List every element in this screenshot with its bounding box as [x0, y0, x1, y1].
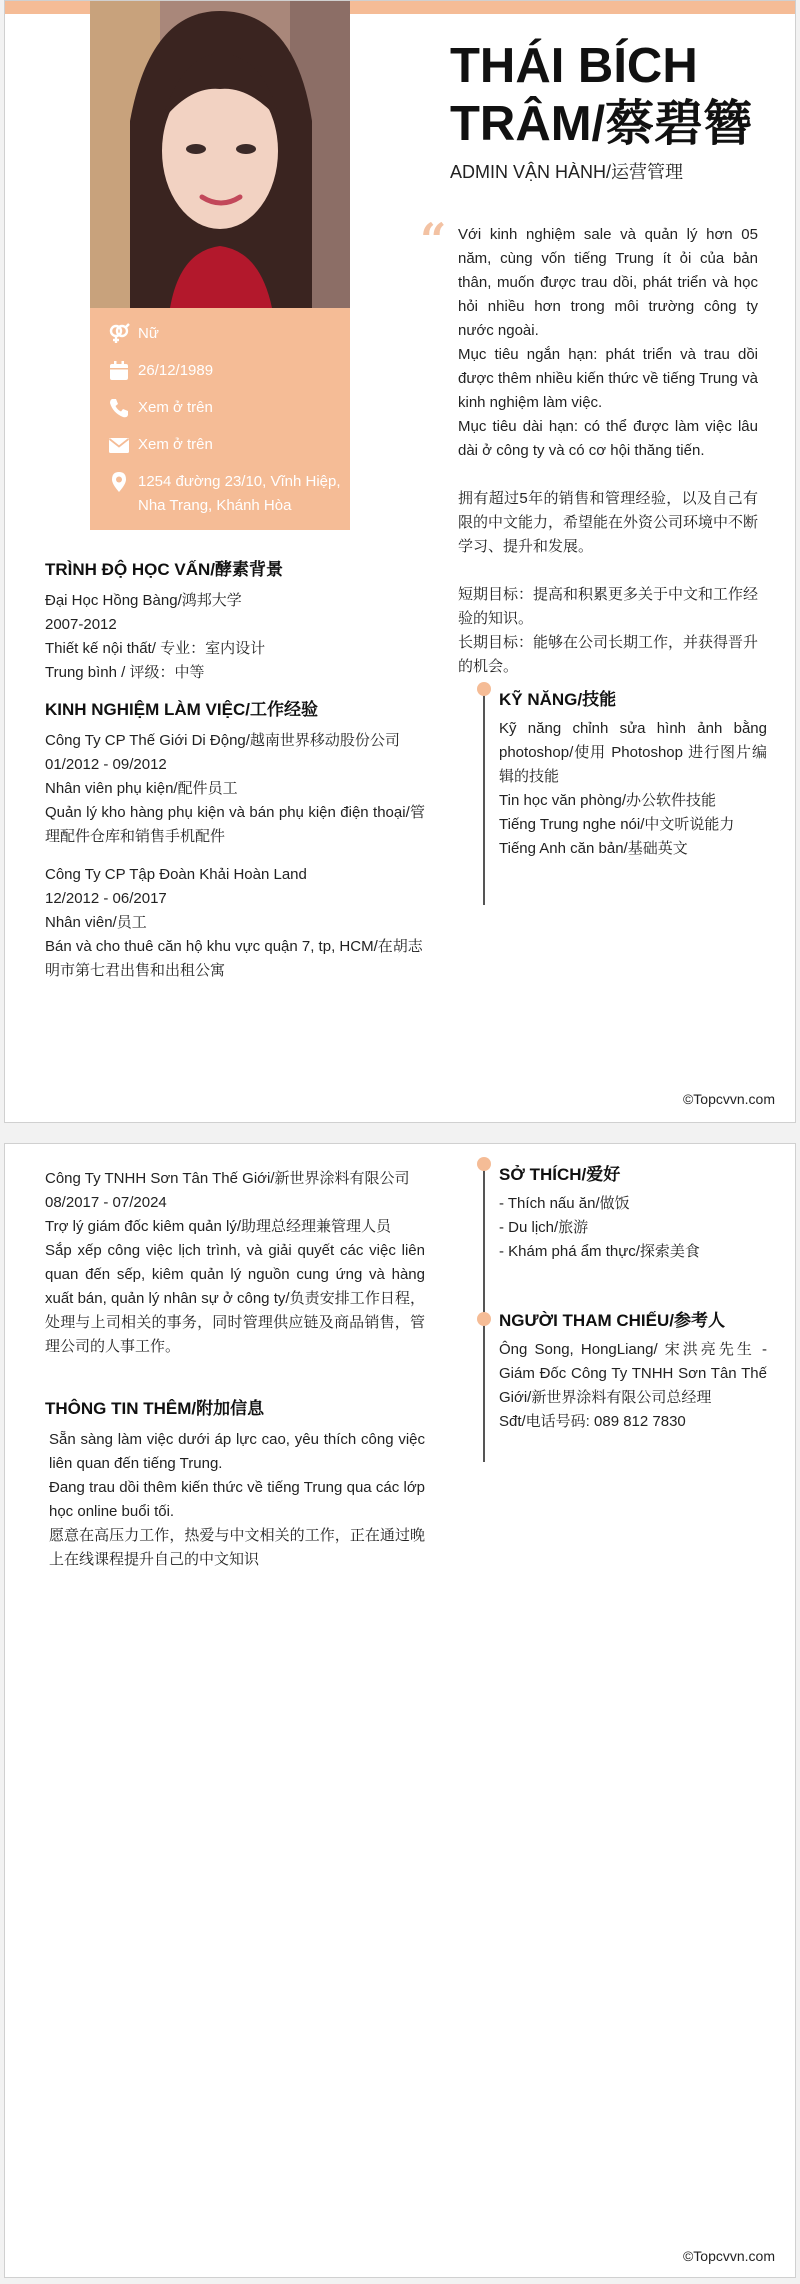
- education-section: [45, 557, 425, 685]
- experience-continued-section: [45, 1167, 425, 1373]
- references-title: NGƯỜI THAM CHIẾU/参考人: [499, 1311, 725, 1330]
- objective-zh-long: 长期目标：能够在公司长期工作，并获得晋升的机会。: [458, 634, 759, 675]
- experience-section: [45, 697, 425, 997]
- hobby-item: - Du lịch/旅游: [499, 1219, 589, 1236]
- job-period: 01/2012 - 09/2012: [45, 756, 167, 773]
- job-description: Sắp xếp công việc lịch trình, và giải quyết các việc liên quan đến sếp, kiêm quản lý nguồn cung ứng và hàng xuất bán, quản lý nhân sự ở công ty/负责安排工作日程，处理与上司相关的事务，同时管理供应链及商品销售，管理公司的人事工作。: [45, 1242, 425, 1355]
- email-icon: [108, 434, 130, 456]
- email-value: Xem ở trên: [138, 436, 213, 453]
- skills-timeline-rail: [483, 693, 485, 905]
- skills-timeline-dot: [477, 682, 491, 696]
- experience-title: KINH NGHIỆM LÀM VIỆC/工作经验: [45, 700, 318, 719]
- skill-item: Tiếng Trung nghe nói/中文听说能力: [499, 816, 735, 833]
- info-birthday: [90, 359, 350, 383]
- hobby-item: - Khám phá ẩm thực/探索美食: [499, 1243, 700, 1260]
- skills-section: [499, 687, 767, 861]
- job-period: 12/2012 - 06/2017: [45, 890, 167, 907]
- phone-value: Xem ở trên: [138, 399, 213, 416]
- job-company: Công Ty CP Tập Đoàn Khải Hoàn Land: [45, 866, 307, 883]
- info-gender: [90, 322, 350, 346]
- candidate-position: ADMIN VẬN HÀNH/运营管理: [450, 162, 684, 182]
- cv-page-1: [4, 0, 796, 1123]
- phone-icon: [108, 397, 130, 419]
- location-icon: [108, 471, 130, 493]
- profile-photo: [90, 1, 350, 308]
- job-description: Quản lý kho hàng phụ kiện và bán phụ kiện điện thoại/管理配件仓库和销售手机配件: [45, 804, 425, 845]
- skill-item: Tiếng Anh căn bản/基础英文: [499, 840, 688, 857]
- additional-info-zh: 愿意在高压力工作，热爱与中文相关的工作，正在通过晚上在线课程提升自己的中文知识: [49, 1527, 425, 1568]
- job-entry: [45, 729, 425, 849]
- job-role: Nhân viên/员工: [45, 914, 147, 931]
- additional-info-section: [45, 1396, 425, 1572]
- job-entry: [45, 1167, 425, 1359]
- hobbies-section: [499, 1162, 767, 1264]
- candidate-name: THÁI BÍCH TRÂM/蔡碧簪: [450, 39, 753, 151]
- address-value: 1254 đường 23/10, Vĩnh Hiệp, Nha Trang, Khánh Hòa: [138, 473, 341, 514]
- profile-photo-illustration: [90, 1, 350, 308]
- objective-zh-intro: 拥有超过5年的销售和管理经验，以及自己有限的中文能力，希望能在外资公司环境中不断学习、提升和发展。: [458, 490, 759, 555]
- hobby-item: - Thích nấu ăn/做饭: [499, 1195, 630, 1212]
- footer-watermark: ©Topcvvn.com: [682, 2248, 775, 2264]
- skills-title: KỸ NĂNG/技能: [499, 690, 617, 709]
- career-objective: [458, 223, 758, 679]
- quote-mark-icon: “: [420, 213, 447, 267]
- info-email: [90, 433, 350, 457]
- info-phone: [90, 396, 350, 420]
- reference-phone: Sđt/电话号码: 089 812 7830: [499, 1413, 686, 1430]
- education-school: Đại Học Hồng Bàng/鸿邦大学: [45, 592, 242, 609]
- birthday-value: 26/12/1989: [138, 362, 214, 379]
- personal-info-panel: [90, 308, 350, 530]
- job-description: Bán và cho thuê căn hộ khu vực quận 7, tp, HCM/在胡志明市第七君出售和出租公寓: [45, 938, 423, 979]
- skill-item: Tin học văn phòng/办公软件技能: [499, 792, 717, 809]
- references-timeline-dot: [477, 1312, 491, 1326]
- job-period: 08/2017 - 07/2024: [45, 1194, 167, 1211]
- references-section: [499, 1308, 767, 1434]
- gender-icon: [108, 323, 130, 345]
- skill-item: Kỹ năng chỉnh sửa hình ảnh bằng photoshop/使用 Photoshop 进行图片编辑的技能: [499, 720, 767, 785]
- reference-text: Ông Song, HongLiang/ 宋洪亮先生 - Giám Đốc Công Ty TNHH Sơn Tân Thế Giới/新世界涂料有限公司总经理: [499, 1341, 767, 1406]
- footer-watermark: ©Topcvvn.com: [682, 1091, 775, 1107]
- job-company: Công Ty CP Thế Giới Di Động/越南世界移动股份公司: [45, 732, 400, 749]
- objective-vi-short: Mục tiêu ngắn hạn: phát triển và trau dồi được thêm nhiều kiến thức về tiếng Trung và kinh nghiệm làm việc.: [458, 346, 758, 411]
- education-major: Thiết kế nội thất/ 专业：室内设计: [45, 640, 266, 657]
- additional-info-title: THÔNG TIN THÊM/附加信息: [45, 1399, 265, 1418]
- education-title: TRÌNH ĐỘ HỌC VẤN/酵素背景: [45, 560, 283, 579]
- additional-info-vi-2: Đang trau dồi thêm kiến thức về tiếng Trung qua các lớp học online buổi tối.: [49, 1479, 425, 1520]
- job-role: Nhân viên phụ kiện/配件员工: [45, 780, 238, 797]
- additional-info-vi: Sẵn sàng làm việc dưới áp lực cao, yêu thích công việc liên quan đến tiếng Trung.: [49, 1431, 425, 1472]
- education-grade: Trung bình / 评级：中等: [45, 664, 205, 681]
- info-address: [90, 470, 350, 518]
- gender-value: Nữ: [138, 325, 159, 342]
- objective-vi-long: Mục tiêu dài hạn: có thể được làm việc lâu dài ở công ty và có cơ hội thăng tiến.: [458, 418, 758, 459]
- calendar-icon: [108, 360, 130, 382]
- job-entry: [45, 863, 425, 983]
- job-company: Công Ty TNHH Sơn Tân Thế Giới/新世界涂料有限公司: [45, 1170, 410, 1187]
- objective-zh-short: 短期目标：提高和积累更多关于中文和工作经验的知识。: [458, 586, 759, 627]
- hobbies-timeline-dot: [477, 1157, 491, 1171]
- education-period: 2007-2012: [45, 616, 117, 633]
- job-role: Trợ lý giám đốc kiêm quản lý/助理总经理兼管理人员: [45, 1218, 392, 1235]
- hobbies-title: SỞ THÍCH/爱好: [499, 1165, 621, 1184]
- objective-vi-intro: Với kinh nghiệm sale và quản lý hơn 05 năm, cùng vốn tiếng Trung ít ỏi của bản thân, muốn được trau dồi, phát triển và học hỏi nhiều hơn trong môi trường công ty nước ngoài.: [458, 226, 758, 339]
- cv-page-2: [4, 1143, 796, 2278]
